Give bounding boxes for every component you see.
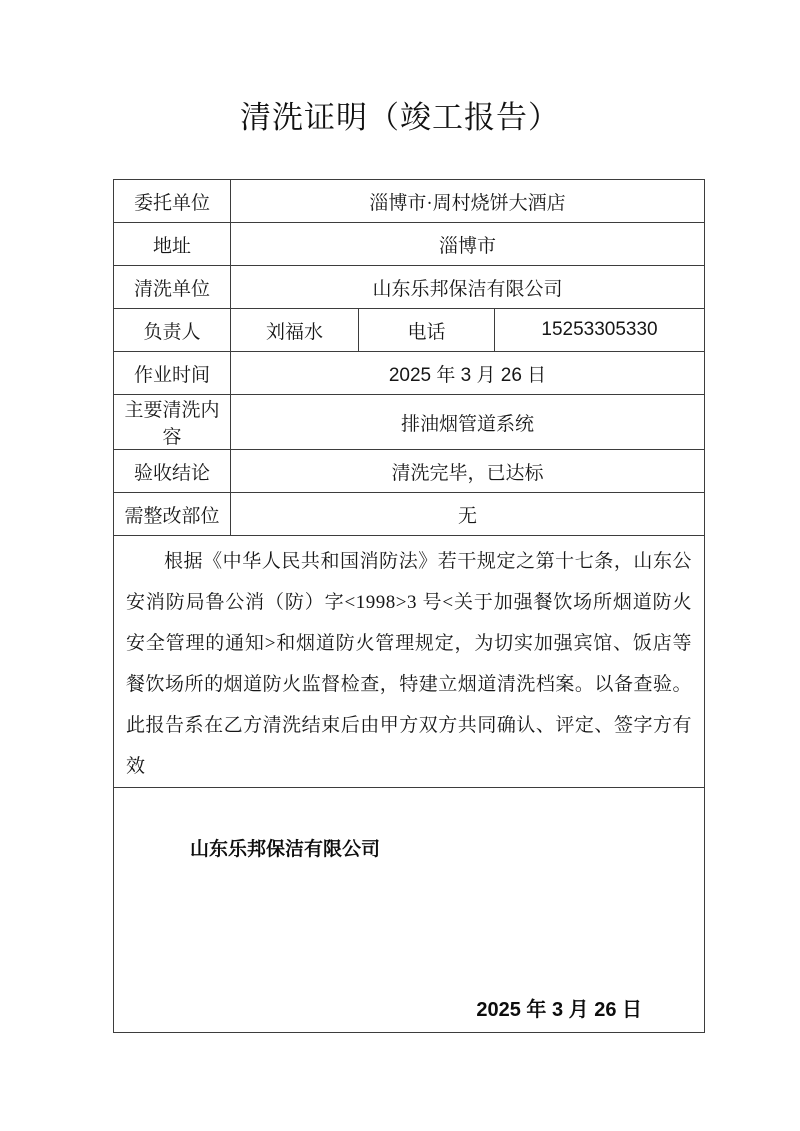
table-row-work-date [114,352,705,395]
work-date-label: 作业时间 [114,352,231,395]
table-row-responsible-person [114,309,705,352]
signature-company: 山东乐邦保洁有限公司 [190,839,381,860]
signature-cell [114,788,705,1033]
table-row-notice [114,536,705,788]
cleaning-content-label: 主要清洗内容 [114,395,231,450]
table-row-client [114,180,705,223]
acceptance-conclusion-value: 清洗完毕，已达标 [231,450,705,493]
cleaning-company-label: 清洗单位 [114,266,231,309]
responsible-person-label: 负责人 [114,309,231,352]
responsible-person-value: 刘福水 [231,309,359,352]
client-label: 委托单位 [114,180,231,223]
report-table [113,179,705,1033]
table-row-acceptance-conclusion [114,450,705,493]
table-row-address [114,223,705,266]
cleaning-content-value: 排油烟管道系统 [231,395,705,450]
document-title: 清洗证明（竣工报告） [240,100,560,135]
phone-value: 15253305330 [495,309,705,352]
address-value: 淄博市 [231,223,705,266]
rectification-value: 无 [231,493,705,536]
rectification-label: 需整改部位 [114,493,231,536]
signature-date: 2025 年 3 月 26 日 [476,999,643,1021]
work-date-value: 2025 年 3 月 26 日 [231,352,705,395]
client-value: 淄博市·周村烧饼大酒店 [231,180,705,223]
table-row-rectification [114,493,705,536]
cleaning-company-value: 山东乐邦保洁有限公司 [231,266,705,309]
table-row-cleaning-company [114,266,705,309]
table-row-cleaning-content [114,395,705,450]
address-label: 地址 [114,223,231,266]
table-row-signature [114,788,705,1033]
phone-label: 电话 [359,309,495,352]
acceptance-conclusion-label: 验收结论 [114,450,231,493]
notice-paragraph: 根据《中华人民共和国消防法》若干规定之第十七条，山东公安消防局鲁公消（防）字<1998>3 号<关于加强餐饮场所烟道防火安全管理的通知>和烟道防火管理规定，为切实加强宾馆、饭店等餐饮场所的烟道防火监督检查，特建立烟道清洗档案。以备查验。此报告系在乙方清洗结束后由甲方双方共同确认、评定、签字方有效 [114,536,705,788]
